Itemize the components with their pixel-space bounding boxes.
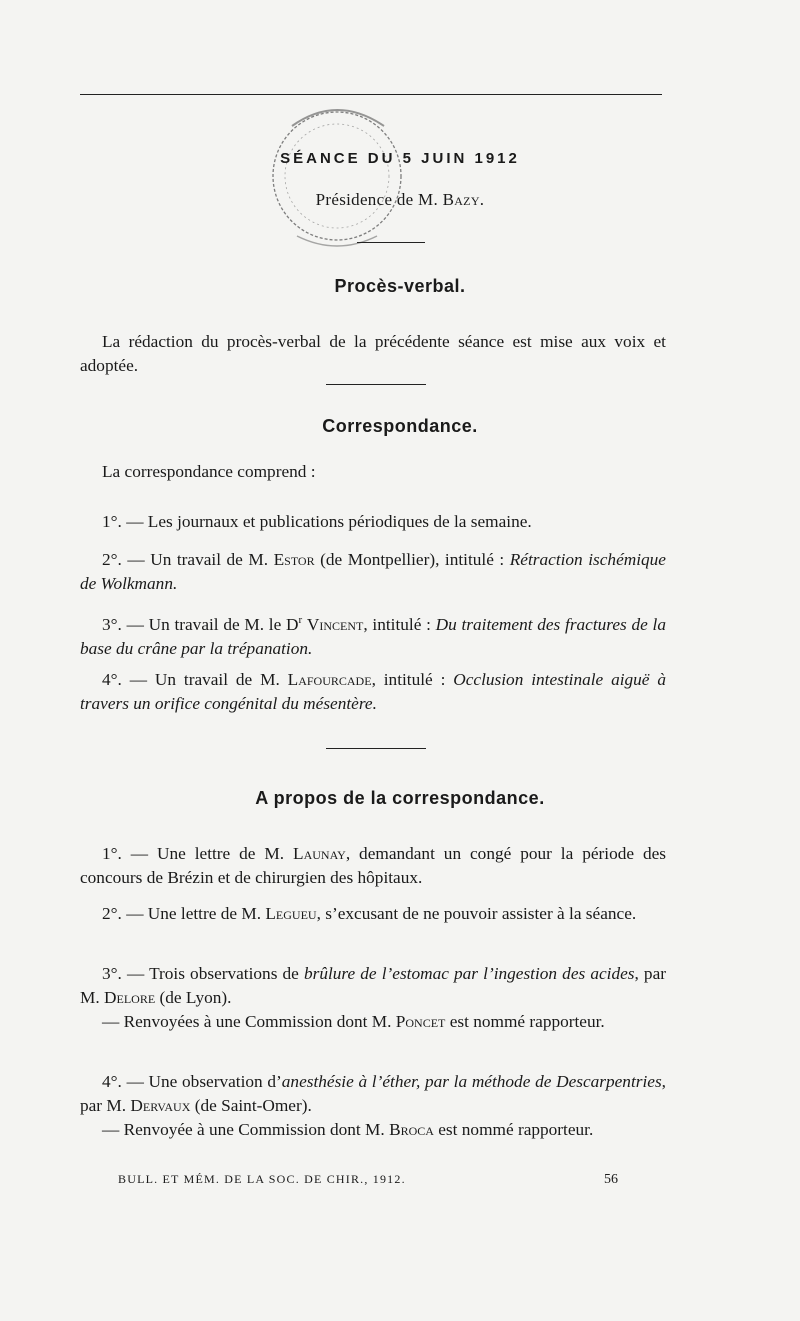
corr-item-4-middle: , intitulé : bbox=[371, 670, 446, 689]
corr-item-2 bbox=[80, 548, 666, 596]
apropos-item-2 bbox=[80, 902, 666, 926]
corr-item-3-prefix: 3°. — Un travail de M. le D bbox=[102, 614, 299, 634]
apropos-item-3-rapporteur: Poncet bbox=[395, 1012, 446, 1031]
heading-a-propos: A propos de la correspondance. bbox=[255, 788, 545, 808]
apropos-item-3-referral-prefix: — Renvoyées à une Commission dont M. bbox=[102, 1012, 392, 1031]
apropos-item-2-rest: , s’excusant de ne pouvoir assister à la séance. bbox=[316, 904, 637, 923]
corr-item-3-sup: r bbox=[298, 614, 303, 626]
corr-item-2-prefix: 2°. — Un travail de M. bbox=[102, 550, 269, 569]
apropos-item-1-name: Launay bbox=[293, 844, 346, 863]
apropos-item-3-name: Delore bbox=[104, 988, 156, 1007]
apropos-item-1-rest: , demandant un congé pour la période des concours de Brézin et de chirurgien des hôpitaux. bbox=[80, 844, 666, 887]
corr-item-2-title: Rétraction ischémique de Wolkmann. bbox=[80, 550, 666, 593]
top-rule bbox=[80, 94, 662, 95]
apropos-item-2-name: Legueu bbox=[265, 904, 317, 923]
apropos-item-3-prefix: 3°. — Trois observations de bbox=[102, 964, 299, 983]
corr-item-3-name: Vincent bbox=[306, 614, 364, 634]
corr-item-3 bbox=[80, 608, 666, 661]
proces-verbal-text: La rédaction du procès-verbal de la précédente séance est mise aux voix et adoptée. bbox=[80, 332, 666, 375]
apropos-item-3-referral bbox=[80, 1010, 666, 1034]
corr-item-3-title: Du traitement des fractures de la base du crâne par la trépanation. bbox=[80, 614, 666, 658]
corr-item-2-middle: (de Montpellier), intitulé : bbox=[320, 550, 505, 569]
apropos-item-3-rest: (de Lyon). bbox=[159, 988, 232, 1007]
president-name: Bazy. bbox=[442, 190, 485, 209]
page-footer bbox=[118, 1172, 618, 1187]
apropos-item-4-name: Dervaux bbox=[130, 1096, 191, 1115]
presidency-line bbox=[0, 190, 800, 210]
apropos-item-1-prefix: 1°. — Une lettre de M. bbox=[102, 844, 285, 863]
apropos-item-3-middle: , par M. bbox=[80, 964, 666, 1007]
apropos-item-4-referral-rest: est nommé rapporteur. bbox=[438, 1120, 594, 1139]
correspondance-intro: La correspondance comprend : bbox=[102, 462, 316, 481]
apropos-item-4 bbox=[80, 1070, 666, 1118]
apropos-item-4-rest: (de Saint-Omer). bbox=[194, 1096, 312, 1115]
presidency-prefix: Présidence de M. bbox=[315, 190, 439, 209]
apropos-item-4-referral bbox=[80, 1118, 666, 1142]
corr-item-4-title: Occlusion intestinale aiguë à travers un orifice congénital du mésentère. bbox=[80, 670, 666, 713]
separator-2 bbox=[326, 748, 426, 749]
apropos-item-4-rapporteur: Broca bbox=[389, 1120, 434, 1139]
apropos-item-4-title: anesthésie à l’éther, par la méthode de Descarpentries bbox=[281, 1072, 662, 1091]
corr-item-1: 1°. — Les journaux et publications périodiques de la semaine. bbox=[102, 512, 532, 531]
library-stamp bbox=[262, 96, 412, 261]
apropos-item-3-referral-rest: est nommé rapporteur. bbox=[449, 1012, 605, 1031]
corr-item-4-name: Lafourcade bbox=[287, 670, 372, 689]
apropos-item-1 bbox=[80, 842, 666, 890]
session-title: SÉANCE DU 5 JUIN 1912 bbox=[280, 150, 520, 167]
apropos-item-3-title: brûlure de l’estomac par l’ingestion des acides bbox=[303, 964, 635, 983]
header-rule bbox=[357, 242, 425, 243]
apropos-item-4-prefix: 4°. — Une observation d’ bbox=[102, 1072, 282, 1091]
corr-item-3-middle: , intitulé : bbox=[363, 614, 431, 634]
apropos-item-3 bbox=[80, 962, 666, 1010]
heading-proces-verbal: Procès-verbal. bbox=[334, 276, 466, 296]
heading-correspondance: Correspondance. bbox=[322, 416, 478, 436]
corr-item-2-name: Estor bbox=[273, 550, 315, 569]
corr-item-4-prefix: 4°. — Un travail de M. bbox=[102, 670, 280, 689]
separator-1 bbox=[326, 384, 426, 385]
footer-citation: BULL. ET MÉM. DE LA SOC. DE CHIR., 1912. bbox=[118, 1172, 406, 1186]
corr-item-4 bbox=[80, 668, 666, 716]
apropos-item-4-middle: , par M. bbox=[80, 1072, 666, 1115]
apropos-item-4-referral-prefix: — Renvoyée à une Commission dont M. bbox=[102, 1120, 385, 1139]
apropos-item-2-prefix: 2°. — Une lettre de M. bbox=[102, 904, 262, 923]
page-number: 56 bbox=[604, 1172, 618, 1187]
